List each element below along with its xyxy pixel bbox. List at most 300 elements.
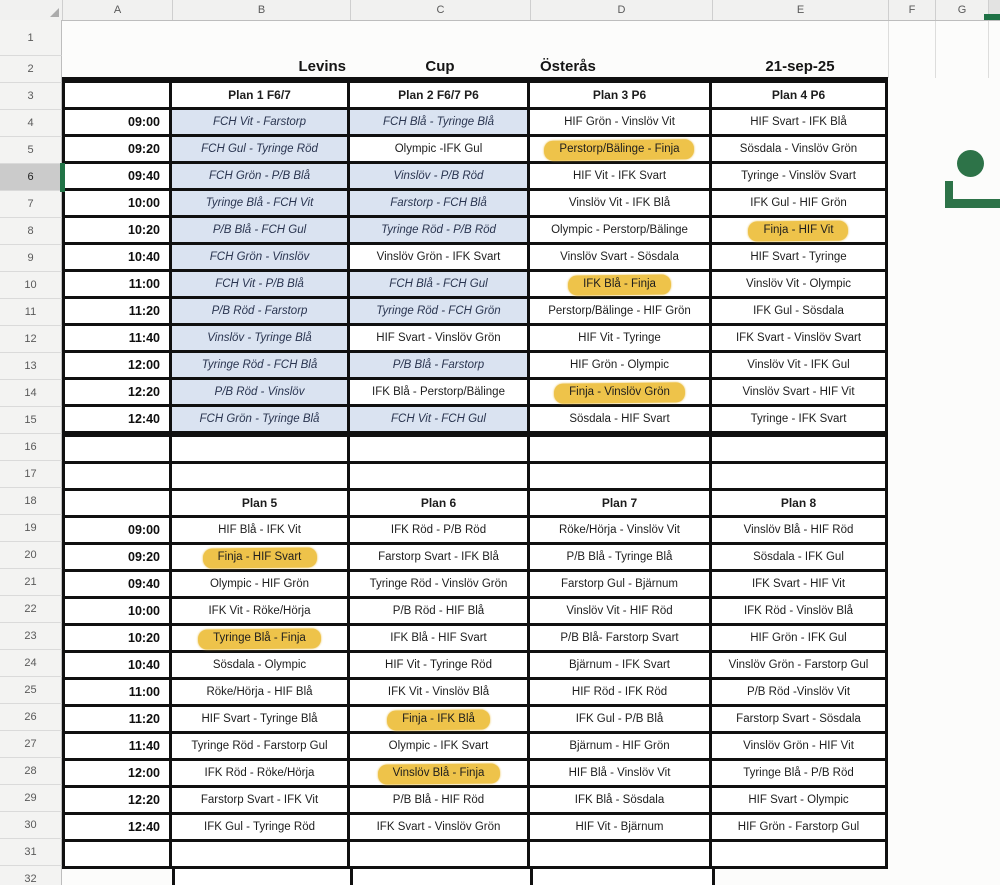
match-cell[interactable] xyxy=(530,761,709,785)
empty-row-grid-31 xyxy=(62,842,888,869)
time-cell[interactable]: 10:20 xyxy=(65,626,169,650)
empty-cell[interactable] xyxy=(350,464,527,488)
match-text: FCH Blå - FCH Gul xyxy=(389,278,488,290)
row-header-16[interactable]: 16 xyxy=(0,434,62,461)
plan-header-cell[interactable]: Plan 4 P6 xyxy=(712,83,885,107)
time-cell[interactable]: 09:20 xyxy=(65,545,169,569)
time-cell[interactable]: 12:20 xyxy=(65,380,169,404)
match-cell[interactable] xyxy=(712,518,885,542)
column-header-G[interactable]: G xyxy=(936,0,989,20)
schedule-table-plans-1-4 xyxy=(62,77,888,434)
match-cell[interactable] xyxy=(172,164,347,188)
empty-cell[interactable] xyxy=(712,464,885,488)
match-text: P/B Blå - FCH Gul xyxy=(212,224,307,236)
match-text: IFK Röd - Röke/Hörja xyxy=(204,767,315,779)
schedule-table-plans-5-8 xyxy=(62,488,888,842)
match-text: FCH Grön - Tyringe Blå xyxy=(199,413,320,425)
plan-header-cell[interactable]: Plan 1 F6/7 xyxy=(172,83,347,107)
match-cell[interactable] xyxy=(350,815,527,839)
row-header-23[interactable]: 23 xyxy=(0,623,62,650)
row-headers xyxy=(0,20,62,885)
match-text: FCH Vit - P/B Blå xyxy=(215,278,304,290)
match-text: HIF Grön - Vinslöv Vit xyxy=(564,116,675,128)
match-text: Tyringe Blå - Finja xyxy=(210,632,309,644)
match-text: FCH Grön - Vinslöv xyxy=(209,251,310,263)
column-header-B[interactable]: B xyxy=(173,0,351,20)
match-cell[interactable] xyxy=(712,680,885,704)
match-cell[interactable] xyxy=(530,137,709,161)
match-text: IFK Svart - Vinslöv Svart xyxy=(735,332,862,344)
match-cell[interactable] xyxy=(172,137,347,161)
match-cell[interactable] xyxy=(350,353,527,377)
time-cell[interactable]: 11:40 xyxy=(65,734,169,758)
match-cell[interactable] xyxy=(350,599,527,623)
select-all-corner[interactable] xyxy=(0,0,63,20)
match-cell[interactable] xyxy=(172,761,347,785)
match-text: IFK Svart - HIF Vit xyxy=(751,578,846,590)
match-cell[interactable] xyxy=(712,626,885,650)
match-text: Tyringe - Vinslöv Svart xyxy=(741,170,856,182)
match-cell[interactable] xyxy=(712,407,885,431)
match-cell[interactable] xyxy=(172,788,347,812)
match-cell[interactable] xyxy=(530,299,709,323)
match-text: Olympic - HIF Grön xyxy=(209,578,310,590)
row-header-25[interactable]: 25 xyxy=(0,677,62,704)
time-cell[interactable]: 11:40 xyxy=(65,326,169,350)
match-cell[interactable] xyxy=(172,218,347,242)
match-text: P/B Blå - Farstorp xyxy=(392,359,485,371)
row-header-18[interactable]: 18 xyxy=(0,488,62,515)
match-cell[interactable] xyxy=(712,380,885,404)
match-text: Bjärnum - HIF Grön xyxy=(569,740,670,752)
empty-cell[interactable] xyxy=(65,464,169,488)
match-cell[interactable] xyxy=(530,191,709,215)
match-text: Tyringe Röd - FCH Blå xyxy=(201,359,318,371)
empty-cell[interactable] xyxy=(353,869,530,885)
match-cell[interactable] xyxy=(172,245,347,269)
match-cell[interactable] xyxy=(172,110,347,134)
match-text: Farstorp Svart - IFK Vit xyxy=(200,794,319,806)
match-cell[interactable] xyxy=(350,734,527,758)
time-column-header-blank[interactable] xyxy=(65,83,169,107)
match-cell[interactable] xyxy=(172,407,347,431)
match-text: HIF Vit - IFK Svart xyxy=(572,170,667,182)
match-cell[interactable] xyxy=(530,815,709,839)
match-text: Vinslöv - P/B Röd xyxy=(393,170,484,182)
row-header-3[interactable]: 3 xyxy=(0,83,62,110)
empty-cell[interactable] xyxy=(175,869,350,885)
match-text: Olympic - IFK Svart xyxy=(388,740,489,752)
match-cell[interactable] xyxy=(712,191,885,215)
match-text: Vinslöv Vit - IFK Blå xyxy=(568,197,671,209)
row-header-13[interactable]: 13 xyxy=(0,353,62,380)
plan-header-cell[interactable]: Plan 3 P6 xyxy=(530,83,709,107)
match-text: HIF Grön - IFK Gul xyxy=(750,632,847,644)
time-cell[interactable]: 10:40 xyxy=(65,653,169,677)
match-cell[interactable] xyxy=(172,272,347,296)
match-cell[interactable] xyxy=(350,761,527,785)
time-cell[interactable]: 12:20 xyxy=(65,788,169,812)
row-header-5[interactable]: 5 xyxy=(0,137,62,164)
match-cell[interactable] xyxy=(712,545,885,569)
match-cell[interactable] xyxy=(712,734,885,758)
row-header-27[interactable]: 27 xyxy=(0,731,62,758)
match-text: HIF Vit - Tyringe xyxy=(578,332,661,344)
time-cell[interactable]: 10:40 xyxy=(65,245,169,269)
match-text: HIF Svart - Tyringe xyxy=(750,251,847,263)
match-cell[interactable] xyxy=(350,326,527,350)
row-header-31[interactable]: 31 xyxy=(0,839,62,866)
match-text: HIF Grön - Olympic xyxy=(569,359,670,371)
time-cell[interactable]: 10:00 xyxy=(65,191,169,215)
match-cell[interactable] xyxy=(172,518,347,542)
match-text: Farstorp Gul - Bjärnum xyxy=(561,578,678,590)
time-cell[interactable]: 11:20 xyxy=(65,299,169,323)
plan-header-cell[interactable]: Plan 8 xyxy=(712,491,885,515)
time-cell[interactable]: 09:40 xyxy=(65,164,169,188)
empty-cell[interactable] xyxy=(530,437,709,461)
empty-cell[interactable] xyxy=(712,437,885,461)
match-cell[interactable] xyxy=(712,164,885,188)
match-text: HIF Röd - IFK Röd xyxy=(571,686,668,698)
title-cup[interactable]: Cup xyxy=(425,58,455,75)
match-cell[interactable] xyxy=(350,626,527,650)
match-text: FCH Vit - Farstorp xyxy=(212,116,307,128)
match-cell[interactable] xyxy=(350,110,527,134)
match-cell[interactable] xyxy=(530,407,709,431)
empty-cell[interactable] xyxy=(350,437,527,461)
match-cell[interactable] xyxy=(712,299,885,323)
match-cell[interactable] xyxy=(350,380,527,404)
match-cell[interactable] xyxy=(530,380,709,404)
empty-cell[interactable] xyxy=(530,464,709,488)
match-cell[interactable] xyxy=(172,626,347,650)
match-cell[interactable] xyxy=(712,788,885,812)
empty-cell[interactable] xyxy=(712,842,885,866)
match-cell[interactable] xyxy=(530,110,709,134)
match-cell[interactable] xyxy=(530,272,709,296)
match-cell[interactable] xyxy=(712,326,885,350)
row-header-9[interactable]: 9 xyxy=(0,245,62,272)
header-accent-bar xyxy=(984,14,1000,20)
match-text: HIF Blå - IFK Vit xyxy=(218,524,301,536)
match-text: IFK Röd - Vinslöv Blå xyxy=(743,605,854,617)
plan-header-cell[interactable]: Plan 2 F6/7 P6 xyxy=(350,83,527,107)
match-text: Olympic - Perstorp/Bälinge xyxy=(551,224,688,236)
empty-cell[interactable] xyxy=(533,869,712,885)
row-header-11[interactable]: 11 xyxy=(0,299,62,326)
match-text: Röke/Hörja - Vinslöv Vit xyxy=(558,524,680,536)
match-cell[interactable] xyxy=(350,788,527,812)
match-text: Finja - HIF Vit xyxy=(760,224,836,236)
match-text: Vinslöv Grön - IFK Svart xyxy=(376,251,501,263)
row-header-7[interactable]: 7 xyxy=(0,191,62,218)
match-cell[interactable] xyxy=(530,326,709,350)
green-circle-icon xyxy=(957,150,984,177)
row-header-32[interactable]: 32 xyxy=(0,866,62,885)
row-header-26[interactable]: 26 xyxy=(0,704,62,731)
row-header-21[interactable]: 21 xyxy=(0,569,62,596)
match-cell[interactable] xyxy=(530,626,709,650)
match-text: IFK Vit - Vinslöv Blå xyxy=(387,686,490,698)
row-header-6[interactable]: 6 xyxy=(0,164,62,191)
row-header-22[interactable]: 22 xyxy=(0,596,62,623)
match-cell[interactable] xyxy=(350,299,527,323)
empty-cell[interactable] xyxy=(65,437,169,461)
match-text: P/B Blå- Farstorp Svart xyxy=(560,632,679,644)
match-text: HIF Svart - Tyringe Blå xyxy=(201,713,318,725)
match-cell[interactable] xyxy=(530,218,709,242)
match-cell[interactable] xyxy=(350,707,527,731)
match-text: IFK Gul - HIF Grön xyxy=(750,197,847,209)
row-header-8[interactable]: 8 xyxy=(0,218,62,245)
match-cell[interactable] xyxy=(172,353,347,377)
match-text: HIF Svart - Vinslöv Grön xyxy=(376,332,501,344)
match-cell[interactable] xyxy=(530,572,709,596)
match-cell[interactable] xyxy=(350,680,527,704)
match-cell[interactable] xyxy=(530,599,709,623)
match-cell[interactable] xyxy=(530,245,709,269)
match-text: Sösdala - HIF Svart xyxy=(569,413,670,425)
match-text: IFK Svart - Vinslöv Grön xyxy=(376,821,501,833)
match-cell[interactable] xyxy=(712,815,885,839)
match-text: HIF Svart - Olympic xyxy=(748,794,849,806)
match-cell[interactable] xyxy=(350,545,527,569)
title-date[interactable]: 21-sep-25 xyxy=(765,58,835,75)
match-text: IFK Gul - Sösdala xyxy=(753,305,844,317)
row-header-24[interactable]: 24 xyxy=(0,650,62,677)
match-cell[interactable] xyxy=(712,137,885,161)
match-cell[interactable] xyxy=(172,734,347,758)
match-text: Vinslöv Grön - Farstorp Gul xyxy=(728,659,869,671)
match-text: P/B Blå - Tyringe Blå xyxy=(566,551,673,563)
match-cell[interactable] xyxy=(712,653,885,677)
match-text: IFK Röd - P/B Röd xyxy=(390,524,487,536)
match-text: P/B Röd - HIF Blå xyxy=(392,605,485,617)
match-text: Farstorp Svart - IFK Blå xyxy=(378,551,499,563)
match-cell[interactable] xyxy=(350,572,527,596)
match-cell[interactable] xyxy=(530,788,709,812)
match-cell[interactable] xyxy=(172,815,347,839)
match-text: Sösdala - Olympic xyxy=(212,659,307,671)
match-text: Tyringe Blå - FCH Vit xyxy=(205,197,314,209)
time-cell[interactable]: 11:00 xyxy=(65,272,169,296)
match-cell[interactable] xyxy=(530,518,709,542)
match-cell[interactable] xyxy=(530,353,709,377)
match-text: Vinslöv Grön - HIF Vit xyxy=(743,740,854,752)
match-cell[interactable] xyxy=(712,707,885,731)
match-text: Tyringe Röd - Farstorp Gul xyxy=(191,740,328,752)
match-text: Finja - HIF Svart xyxy=(215,551,305,563)
match-text: P/B Röd - Farstorp xyxy=(211,305,308,317)
match-cell[interactable] xyxy=(712,599,885,623)
column-header-F[interactable]: F xyxy=(889,0,936,20)
match-text: IFK Blå - Finja xyxy=(580,278,659,290)
match-text: P/B Röd -Vinslöv Vit xyxy=(746,686,851,698)
time-cell[interactable]: 12:40 xyxy=(65,407,169,431)
empty-cell[interactable] xyxy=(172,464,347,488)
match-text: Vinslöv Blå - Finja xyxy=(390,767,488,779)
row-header-2[interactable]: 2 xyxy=(0,56,62,83)
match-text: IFK Vit - Röke/Hörja xyxy=(208,605,311,617)
empty-row-grid-16-17 xyxy=(62,434,888,488)
match-cell[interactable] xyxy=(172,707,347,731)
empty-cell[interactable] xyxy=(65,842,169,866)
match-cell[interactable] xyxy=(530,680,709,704)
match-cell[interactable] xyxy=(712,245,885,269)
match-cell[interactable] xyxy=(712,218,885,242)
row-header-12[interactable]: 12 xyxy=(0,326,62,353)
match-text: HIF Svart - IFK Blå xyxy=(750,116,847,128)
match-text: Bjärnum - IFK Svart xyxy=(569,659,670,671)
match-cell[interactable] xyxy=(172,191,347,215)
time-column-header-blank[interactable] xyxy=(65,491,169,515)
match-cell[interactable] xyxy=(350,137,527,161)
match-text: Vinslöv Vit - HIF Röd xyxy=(566,605,673,617)
match-text: Vinslöv Vit - Olympic xyxy=(745,278,852,290)
column-header-A[interactable]: A xyxy=(63,0,173,20)
row-header-15[interactable]: 15 xyxy=(0,407,62,434)
match-text: Sösdala - IFK Gul xyxy=(753,551,844,563)
match-cell[interactable] xyxy=(530,545,709,569)
match-cell[interactable] xyxy=(530,707,709,731)
match-cell[interactable] xyxy=(350,272,527,296)
match-cell[interactable] xyxy=(350,245,527,269)
match-text: P/B Blå - HIF Röd xyxy=(392,794,485,806)
match-cell[interactable] xyxy=(712,272,885,296)
match-text: IFK Gul - P/B Blå xyxy=(575,713,664,725)
time-cell[interactable]: 09:00 xyxy=(65,518,169,542)
match-cell[interactable] xyxy=(712,572,885,596)
match-text: IFK Blå - Sösdala xyxy=(574,794,665,806)
column-headers xyxy=(0,0,1000,21)
match-text: Perstorp/Bälinge - HIF Grön xyxy=(548,305,691,317)
match-cell[interactable] xyxy=(350,407,527,431)
match-text: Tyringe Blå - P/B Röd xyxy=(743,767,854,779)
match-text: HIF Vit - Bjärnum xyxy=(575,821,664,833)
match-cell[interactable] xyxy=(712,110,885,134)
match-cell[interactable] xyxy=(172,380,347,404)
match-text: IFK Blå - Perstorp/Bälinge xyxy=(372,386,505,398)
match-text: P/B Röd - Vinslöv xyxy=(214,386,305,398)
row-header-4[interactable]: 4 xyxy=(0,110,62,137)
time-cell[interactable]: 12:40 xyxy=(65,815,169,839)
match-text: Farstorp Svart - Sösdala xyxy=(736,713,861,725)
match-cell[interactable] xyxy=(712,761,885,785)
match-cell[interactable] xyxy=(172,572,347,596)
column-header-D[interactable]: D xyxy=(531,0,713,20)
time-cell[interactable]: 09:40 xyxy=(65,572,169,596)
column-header-C[interactable]: C xyxy=(351,0,531,20)
match-cell[interactable] xyxy=(350,518,527,542)
time-cell[interactable]: 10:00 xyxy=(65,599,169,623)
match-text: Tyringe Röd - P/B Röd xyxy=(381,224,496,236)
match-text: FCH Blå - Tyringe Blå xyxy=(383,116,494,128)
match-text: Vinslöv Blå - HIF Röd xyxy=(743,524,854,536)
gridline-g xyxy=(935,20,936,78)
empty-cell[interactable] xyxy=(172,437,347,461)
match-text: Tyringe Röd - Vinslöv Grön xyxy=(369,578,508,590)
column-header-E[interactable]: E xyxy=(713,0,889,20)
time-cell[interactable]: 10:20 xyxy=(65,218,169,242)
row-header-17[interactable]: 17 xyxy=(0,461,62,488)
time-cell[interactable]: 09:20 xyxy=(65,137,169,161)
plan-header-cell[interactable]: Plan 6 xyxy=(350,491,527,515)
match-text: Vinslöv Svart - Sösdala xyxy=(560,251,679,263)
match-cell[interactable] xyxy=(172,680,347,704)
plan-header-cell[interactable]: Plan 5 xyxy=(172,491,347,515)
match-cell[interactable] xyxy=(172,653,347,677)
match-text: Tyringe Röd - FCH Grön xyxy=(376,305,501,317)
match-text: Olympic -IFK Gul xyxy=(394,143,483,155)
match-cell[interactable] xyxy=(712,353,885,377)
title-osteras[interactable]: Österås xyxy=(540,58,596,75)
title-levins[interactable]: Levins xyxy=(298,58,346,75)
row-header-19[interactable]: 19 xyxy=(0,515,62,542)
time-cell[interactable]: 11:00 xyxy=(65,680,169,704)
match-text: Sösdala - Vinslöv Grön xyxy=(739,143,858,155)
match-text: FCH Vit - FCH Gul xyxy=(391,413,486,425)
match-text: Tyringe - IFK Svart xyxy=(750,413,847,425)
match-text: FCH Grön - P/B Blå xyxy=(209,170,310,182)
match-cell[interactable] xyxy=(172,299,347,323)
match-cell[interactable] xyxy=(350,164,527,188)
match-text: Farstorp - FCH Blå xyxy=(390,197,487,209)
row-header-30[interactable]: 30 xyxy=(0,812,62,839)
match-cell[interactable] xyxy=(350,191,527,215)
match-text: IFK Blå - HIF Svart xyxy=(390,632,487,644)
cell-selection-indicator xyxy=(60,163,65,192)
time-cell[interactable]: 09:00 xyxy=(65,110,169,134)
match-text: Vinslöv Svart - HIF Vit xyxy=(742,386,855,398)
plan-header-cell[interactable]: Plan 7 xyxy=(530,491,709,515)
row-header-29[interactable]: 29 xyxy=(0,785,62,812)
match-cell[interactable] xyxy=(172,545,347,569)
match-cell[interactable] xyxy=(350,653,527,677)
match-cell[interactable] xyxy=(172,326,347,350)
empty-row-grid-32 xyxy=(172,869,715,885)
row-header-14[interactable]: 14 xyxy=(0,380,62,407)
time-cell[interactable]: 11:20 xyxy=(65,707,169,731)
empty-cell[interactable] xyxy=(350,842,527,866)
match-text: Perstorp/Bälinge - Finja xyxy=(556,143,682,155)
match-text: Vinslöv - Tyringe Blå xyxy=(207,332,312,344)
time-cell[interactable]: 12:00 xyxy=(65,761,169,785)
match-cell[interactable] xyxy=(530,653,709,677)
match-text: HIF Blå - Vinslöv Vit xyxy=(568,767,671,779)
match-text: IFK Gul - Tyringe Röd xyxy=(204,821,315,833)
match-cell[interactable] xyxy=(530,734,709,758)
row-header-1[interactable]: 1 xyxy=(0,20,62,56)
match-text: Finja - IFK Blå xyxy=(399,713,478,725)
match-text: HIF Vit - Tyringe Röd xyxy=(385,659,492,671)
empty-cell[interactable] xyxy=(530,842,709,866)
match-cell[interactable] xyxy=(350,218,527,242)
match-cell[interactable] xyxy=(530,164,709,188)
match-text: Vinslöv Vit - IFK Gul xyxy=(747,359,850,371)
gridline-h xyxy=(988,20,989,78)
time-cell[interactable]: 12:00 xyxy=(65,353,169,377)
empty-cell[interactable] xyxy=(172,842,347,866)
match-text: Röke/Hörja - HIF Blå xyxy=(206,686,313,698)
gridline-f xyxy=(888,20,889,78)
match-cell[interactable] xyxy=(172,599,347,623)
match-text: HIF Grön - Farstorp Gul xyxy=(737,821,860,833)
row-header-28[interactable]: 28 xyxy=(0,758,62,785)
row-header-20[interactable]: 20 xyxy=(0,542,62,569)
row-header-10[interactable]: 10 xyxy=(0,272,62,299)
match-text: Finja - Vinslöv Grön xyxy=(566,386,673,398)
